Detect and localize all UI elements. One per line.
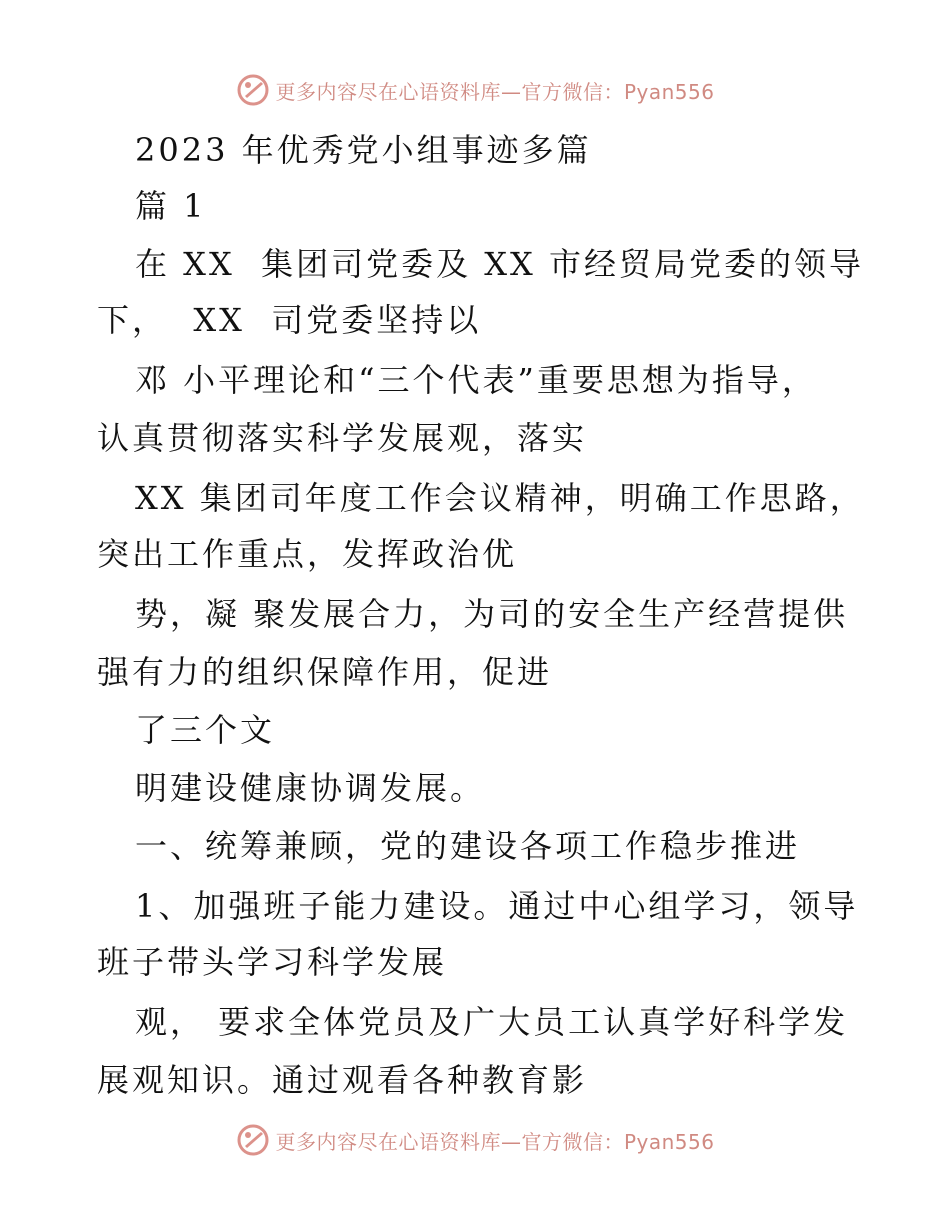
paragraph-line: 了三个文 <box>135 711 276 749</box>
document-title: 2023 年优秀党小组事迹多篇 <box>135 131 592 169</box>
paragraph-line: 强有力的组织保障作用，促进 <box>97 653 553 691</box>
paragraph-line: XX 集团司年度工作会议精神，明确工作思路， <box>135 479 865 517</box>
paragraph-line: 明建设健康协调发展。 <box>135 769 486 807</box>
section-heading: 一、统筹兼顾，党的建设各项工作稳步推进 <box>135 827 801 865</box>
watermark-footer <box>0 1120 950 1160</box>
section-heading: 篇 1 <box>135 187 207 225</box>
paragraph-line: 认真贯彻落实科学发展观，落实 <box>97 419 588 457</box>
paragraph-line: 邓 小平理论和“三个代表”重要思想为指导， <box>135 361 817 399</box>
watermark-text: 更多内容尽在心语资料库—官方微信：Pyan556 <box>275 79 715 104</box>
paragraph-line: 下， XX 司党委坚持以 <box>97 301 482 339</box>
paragraph-line: 突出工作重点，发挥政治优 <box>97 535 518 573</box>
paragraph-line: 势，凝 聚发展合力，为司的安全生产经营提供 <box>135 595 849 633</box>
paragraph-line: 在 XX 集团司党委及 XX 市经贸局党委的领导 <box>135 245 864 283</box>
watermark-logo-icon <box>235 1122 271 1158</box>
paragraph-line: 展观知识。通过观看各种教育影 <box>97 1061 588 1099</box>
watermark-text: 更多内容尽在心语资料库—官方微信：Pyan556 <box>275 1129 715 1154</box>
paragraph-line: 观， 要求全体党员及广大员工认真学好科学发 <box>135 1003 849 1041</box>
paragraph-line: 1、加强班子能力建设。通过中心组学习，领导 <box>135 887 859 925</box>
paragraph-line: 班子带头学习科学发展 <box>97 943 448 981</box>
